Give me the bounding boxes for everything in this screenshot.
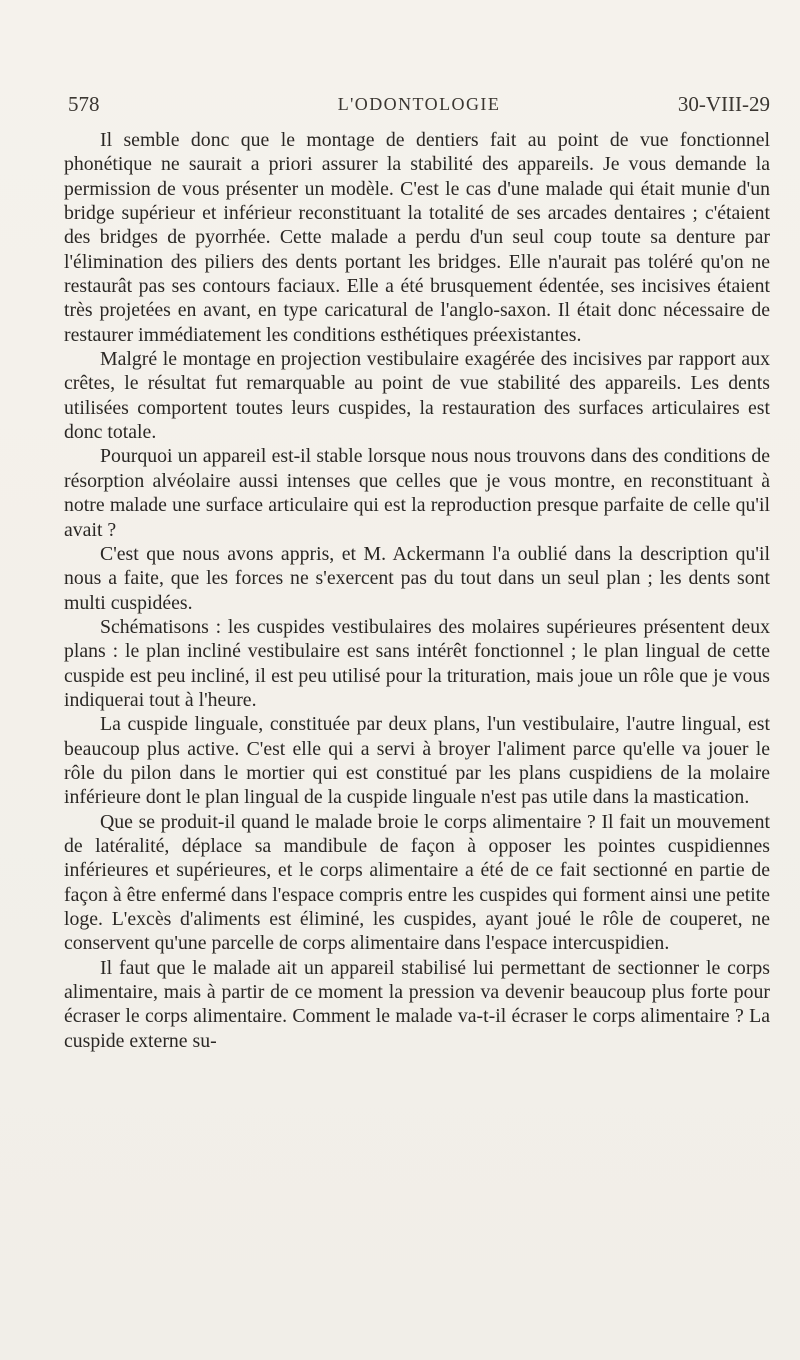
paragraph: Il semble donc que le montage de dentiers fait au point de vue fonctionnel phonétique ne saurait a priori assurer la stabilité des appareils. Je vous demande la permission de vous présenter un modèle. C'est le cas d'une malade qui était munie d'un bridge supérieur et inférieur reconstituant la totalité de ses arcades dentaires ; c'étaient des bridges de pyorrhée. Cette malade a perdu d'un seul coup toute sa denture par l'élimination des piliers des dents portant les bridges. Elle n'aurait pas toléré qu'on ne restaurât pas ses contours faciaux. Elle a été brusquement édentée, ses incisives étaient très projetées en avant, en type caricatural de l'anglo-saxon. Il était donc nécessaire de restaurer immédiatement les conditions esthétiques préexistantes.	[64, 129, 770, 346]
issue-date: 30-VIII-29	[677, 92, 770, 116]
paragraph: La cuspide linguale, constituée par deux plans, l'un vestibulaire, l'autre lingual, est beaucoup plus active. C'est elle qui a servi à broyer l'aliment parce qu'elle va jouer le rôle du pilon dans le mortier qui est constitué par les plans cuspidiens de la molaire inférieure dont le plan lingual de la cuspide linguale n'est pas utile dans la mastication.	[64, 713, 770, 809]
journal-title: L'ODONTOLOGIE	[337, 94, 501, 114]
paragraph: Il faut que le malade ait un appareil stabilisé lui permettant de sectionner le corps alimentaire, mais à partir de ce moment la pression va devenir beaucoup plus forte pour écraser le corps alimentaire. Comment le malade va-t-il écraser le corps alimentaire ? La cuspide externe su-	[64, 956, 770, 1052]
paragraph: Malgré le montage en projection vestibulaire exagérée des incisives par rapport aux crêtes, le résultat fut remarquable au point de vue stabilité des appareils. Les dents utilisées comportent toutes leurs cuspides, la restauration des surfaces articulaires est donc totale.	[64, 348, 770, 444]
page-number: 578	[68, 92, 100, 116]
running-head	[68, 92, 770, 122]
paragraph: Que se produit-il quand le malade broie le corps alimentaire ? Il fait un mouvement de latéralité, déplace sa mandibule de façon à opposer les pointes cuspidiennes inférieures et supérieures, et le corps alimentaire a été de ce fait sectionné en partie de façon à être enfermé dans l'espace compris entre les cuspides qui forment ainsi une petite loge. L'excès d'aliments est éliminé, les cuspides, ayant joué le rôle de couperet, ne conservent qu'une parcelle de corps alimentaire dans l'espace intercuspidien.	[64, 810, 770, 955]
paragraph: C'est que nous avons appris, et M. Ackermann l'a oublié dans la description qu'il nous a faite, que les forces ne s'exercent pas du tout dans un seul plan ; les dents sont multi cuspidées.	[64, 542, 770, 614]
body-text	[64, 128, 770, 1053]
paragraph: Schématisons : les cuspides vestibulaires des molaires supérieures présentent deux plans : le plan incliné vestibulaire est sans intérêt fonctionnel ; le plan lingual de cette cuspide est peu incliné, il est peu utilisé pour la trituration, mais joue un rôle que je vous indiquerai tout à l'heure.	[64, 615, 770, 711]
paragraph: Pourquoi un appareil est-il stable lorsque nous nous trouvons dans des conditions de résorption alvéolaire aussi intenses que celles que je vous montre, en reconstituant à notre malade une surface articulaire qui est la reproduction presque parfaite de celle qu'il avait ?	[64, 445, 770, 541]
